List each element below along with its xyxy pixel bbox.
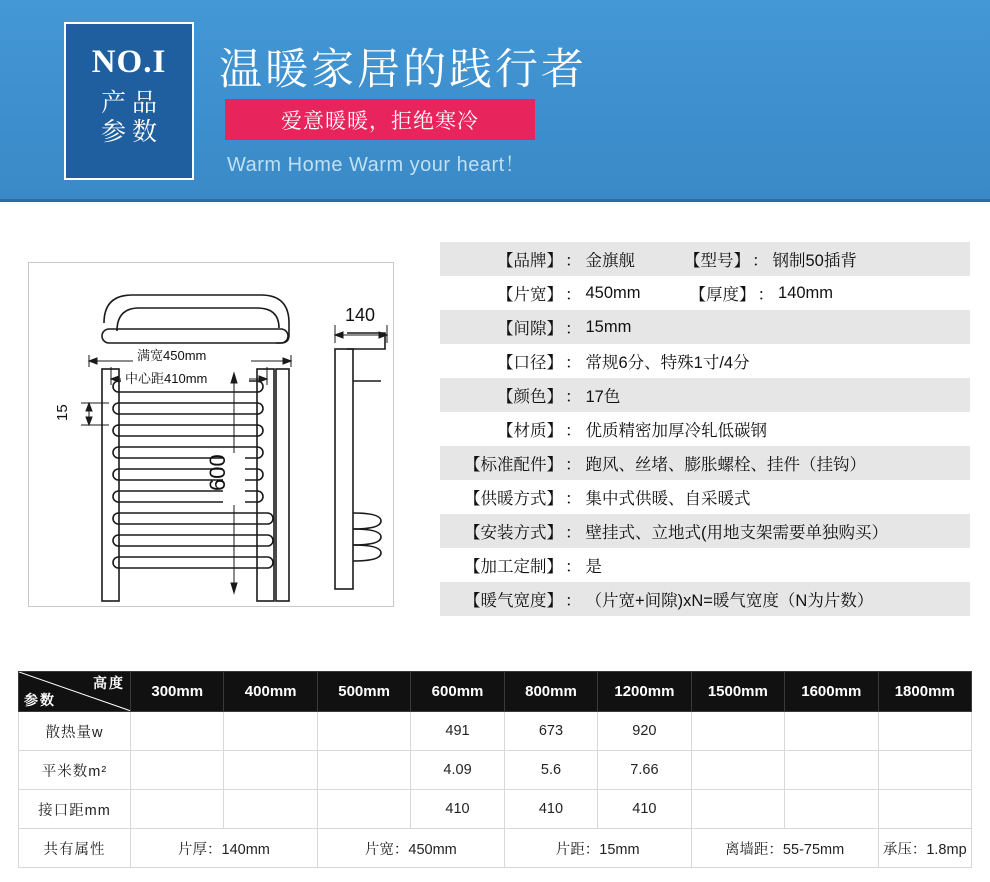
no1-badge-line1: 产品 [100, 89, 163, 117]
table-row-header: 接口距mm [19, 790, 131, 829]
spec-colon: ： [565, 422, 582, 440]
spec-label-color: 【颜色】 [497, 388, 563, 406]
spec-label-caliber: 【口径】 [497, 354, 563, 372]
table-cell [691, 751, 784, 790]
spec-colon: ： [565, 524, 582, 542]
table-cell [878, 712, 972, 751]
spec-value-accessories: 跑风、丝堵、膨胀螺栓、挂件（挂钩） [585, 456, 866, 474]
spec-row-customization [440, 548, 970, 582]
spec-colon: ： [565, 558, 582, 576]
spec-value-width: 450mm [585, 283, 641, 302]
table-footer-label: 共有属性 [19, 829, 131, 868]
table-cell [317, 751, 410, 790]
table-corner-bottom-label: 参数 [24, 692, 56, 708]
table-footer-cell: 片厚：140mm [131, 829, 318, 868]
table-cell: 410 [411, 790, 504, 829]
spec-row-installation [440, 514, 970, 548]
spec-colon: ： [565, 592, 582, 610]
table-cell [224, 751, 317, 790]
table-cell [224, 790, 317, 829]
spec-colon: ： [752, 252, 769, 270]
table-cell: 491 [411, 712, 504, 751]
table-cell [878, 790, 972, 829]
table-cell [131, 712, 224, 751]
table-col-header: 800mm [504, 672, 597, 712]
table-cell: 4.09 [411, 751, 504, 790]
header-subtitle: Warm Home Warm your heart！ [227, 154, 526, 176]
spec-row-color [440, 378, 970, 412]
radiator-drawing-svg [29, 263, 393, 606]
spec-value-color: 17色 [585, 388, 621, 406]
spec-value-caliber: 常规6分、特殊1寸/4分 [585, 354, 750, 372]
spec-colon: ： [565, 490, 582, 508]
product-technical-drawing [28, 262, 394, 607]
spec-label-radiator-width: 【暖气宽度】 [464, 592, 563, 610]
header-background [0, 0, 990, 199]
table-corner-top-label: 高度 [93, 675, 125, 691]
table-footer-cell: 离墙距：55-75mm [691, 829, 878, 868]
parameter-table-body [19, 712, 972, 868]
spec-value-heating-mode: 集中式供暖、自采暖式 [585, 490, 751, 508]
spec-value-model: 钢制50插背 [772, 252, 857, 270]
spec-colon: ： [757, 286, 775, 304]
spec-row-width [440, 276, 970, 310]
table-row [19, 751, 972, 790]
drawing-label-depth: 140 [345, 305, 376, 325]
spec-label-accessories: 【标准配件】 [464, 456, 563, 474]
table-row-header: 散热量w [19, 712, 131, 751]
table-cell: 673 [504, 712, 597, 751]
page-title: 温暖家居的践行者 [219, 46, 587, 94]
table-cell [785, 751, 878, 790]
parameter-table [18, 671, 972, 868]
spec-row-gap [440, 310, 970, 344]
spec-label-installation: 【安装方式】 [464, 524, 563, 542]
no1-badge [64, 22, 194, 180]
spec-colon: ： [565, 388, 582, 406]
table-footer-row [19, 829, 972, 868]
spec-list [440, 242, 970, 616]
drawing-label-full-width: 满宽450mm [137, 348, 207, 363]
spec-colon: ： [565, 354, 582, 372]
spec-label-customization: 【加工定制】 [464, 558, 563, 576]
drawing-label-center-distance: 中心距410mm [125, 371, 208, 386]
table-header-row [19, 672, 972, 712]
table-col-header: 1800mm [878, 672, 972, 712]
table-cell [785, 712, 878, 751]
spec-label-width: 【片宽】 [497, 286, 563, 304]
table-footer-cell: 片宽：450mm [317, 829, 504, 868]
table-col-header: 300mm [131, 672, 224, 712]
drawing-label-height: 600 [205, 454, 230, 491]
spec-colon: ： [565, 456, 582, 474]
table-cell [785, 790, 878, 829]
spec-value-material: 优质精密加厚冷轧低碳钢 [585, 422, 767, 440]
spec-row-material [440, 412, 970, 446]
table-cell [317, 790, 410, 829]
table-row-header: 平米数m² [19, 751, 131, 790]
spec-row-radiator-width [440, 582, 970, 616]
table-col-header: 1500mm [691, 672, 784, 712]
spec-value-customization: 是 [585, 558, 602, 576]
header-tag-banner [225, 99, 535, 140]
spec-value-brand: 金旗舰 [585, 252, 635, 270]
parameter-table-wrapper [18, 671, 972, 868]
table-cell: 5.6 [504, 751, 597, 790]
table-cell: 410 [504, 790, 597, 829]
table-cell [131, 790, 224, 829]
spec-row-accessories [440, 446, 970, 480]
table-cell [317, 712, 410, 751]
spec-label-gap: 【间隙】 [497, 320, 563, 338]
spec-row-heating-mode [440, 480, 970, 514]
spec-row-brand [440, 242, 970, 276]
table-cell [131, 751, 224, 790]
table-footer-cell: 承压：1.8mp [878, 829, 972, 868]
spec-colon: ： [565, 286, 582, 304]
spec-label-brand: 【品牌】 [497, 252, 563, 270]
table-footer-cell: 片距：15mm [504, 829, 691, 868]
header-tag-text: 爱意暖暖，拒绝寒冷 [281, 109, 479, 133]
spec-value-thickness: 140mm [778, 283, 834, 302]
table-col-header: 400mm [224, 672, 317, 712]
page-header [0, 0, 990, 202]
spec-label-material: 【材质】 [497, 422, 563, 440]
table-cell [878, 751, 972, 790]
table-cell [691, 712, 784, 751]
table-row [19, 712, 972, 751]
no1-badge-main: NO.I [91, 44, 167, 80]
table-col-header: 1200mm [598, 672, 691, 712]
table-col-header: 600mm [411, 672, 504, 712]
table-cell [691, 790, 784, 829]
spec-colon: ： [565, 252, 582, 270]
drawing-label-gap: 15 [54, 404, 71, 421]
spec-row-caliber [440, 344, 970, 378]
spec-value-radiator-width: （片宽+间隙)xN=暖气宽度（N为片数） [585, 592, 874, 610]
table-col-header: 500mm [317, 672, 410, 712]
spec-value-installation: 壁挂式、立地式(用地支架需要单独购买） [585, 524, 888, 542]
spec-value-gap: 15mm [585, 317, 632, 336]
table-row [19, 790, 972, 829]
table-cell: 7.66 [598, 751, 691, 790]
table-cell: 920 [598, 712, 691, 751]
spec-label-heating-mode: 【供暖方式】 [464, 490, 563, 508]
table-cell: 410 [598, 790, 691, 829]
table-col-header: 1600mm [785, 672, 878, 712]
spec-colon: ： [565, 320, 582, 338]
table-cell [224, 712, 317, 751]
spec-label-model: 【型号】 [684, 252, 750, 270]
spec-section [0, 202, 990, 652]
no1-badge-line2: 参数 [100, 118, 163, 147]
table-corner-cell [19, 672, 131, 712]
spec-label-thickness: 【厚度】 [689, 286, 756, 304]
parameter-table-head [19, 672, 972, 712]
